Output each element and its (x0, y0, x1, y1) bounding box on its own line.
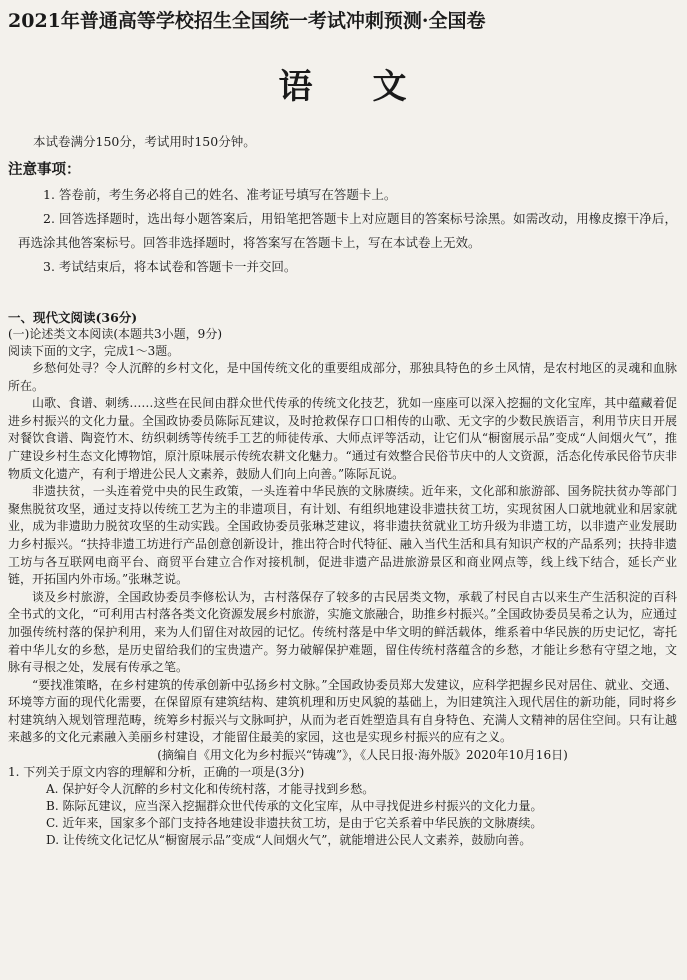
intro-text: 本试卷满分150分，考试用时150分钟。 (33, 134, 256, 149)
question-option-a: A. 保护好令人沉醉的乡村文化和传统村落，才能寻找到乡愁。 (46, 782, 375, 797)
notice-item: 3. 考试结束后，将本试卷和答题卡一并交回。 (43, 259, 297, 274)
section-heading: 一、现代文阅读(36分) (8, 310, 138, 325)
exam-title: 2021年普通高等学校招生全国统一考试冲刺预测·全国卷 (8, 10, 486, 32)
reading-instruction: 阅读下面的文字，完成1～3题。 (8, 344, 180, 358)
subject-title: 语文 (278, 67, 467, 107)
reading-passage (8, 360, 677, 747)
question-option-b: B. 陈际瓦建议，应当深入挖掘群众世代传承的文化宝库，从中寻找促进乡村振兴的文化力量。 (46, 799, 543, 814)
passage-source: (摘编自《用文化为乡村振兴“铸魂”》，《人民日报·海外版》2020年10月16日) (157, 748, 568, 763)
passage-paragraph: 谈及乡村旅游，全国政协委员李修松认为，古村落保存了较多的古民居类文物，承载了村民自古以来生产生活积淀的百科全书式的文化，“可利用古村落各类文化资源发展乡村旅游，实施文旅融合，助推乡村振兴。”全国政协委员吴希之认为，应通过加强传统村落的保护利用，来为人们留住对故园的记忆。传统村落是中华文明的鲜活载体，维系着中华民族的历史记忆，寄托着中华儿女的乡愁，是历史留给我们的宝贵遗产。努力破解保护难题，留住传统村落蕴含的乡愁，才能让乡愁有守望之地，文脉有寻根之处，发展有传承之笔。 (8, 589, 677, 675)
notice-heading: 注意事项： (8, 161, 81, 178)
notice-item: 2. 回答选择题时，选出每小题答案后，用铅笔把答题卡上对应题目的答案标号涂黑。如需改动，用橡皮擦干净后，再选涂其他答案标号。回答非选择题时，将答案写在答题卡上，写在本试卷上无效。 (18, 211, 677, 250)
notice-item: 1. 答卷前，考生务必将自己的姓名、准考证号填写在答题卡上。 (43, 187, 397, 202)
notice-block (8, 158, 677, 279)
passage-paragraph: “要找准策略，在乡村建筑的传承创新中弘扬乡村文脉。”全国政协委员郑大发建议，应科学把握乡民对居住、就业、交通、环境等方面的现代化需要，在保留原有建筑结构、建筑机理和历史风貌的基础上，为旧建筑注入现代居住的新功能，同时将乡村建筑纳入规划管理范畴，统筹乡村振兴与文脉呵护，从而为老百姓塑造具有自身特色、充满人文精神的居住空间。只有让越来越多的文化元素融入美丽乡村建设，才能留住最美的家园，这也是实现乡村振兴的应有之义。 (8, 677, 677, 745)
question-stem: 1. 下列关于原文内容的理解和分析，正确的一项是(3分) (8, 765, 305, 780)
question-option-d: D. 让传统文化记忆从“橱窗展示品”变成“人间烟火气”，就能增进公民人文素养，鼓励向善。 (46, 833, 532, 848)
passage-paragraph: 非遗扶贫，一头连着党中央的民生政策，一头连着中华民族的文脉赓续。近年来，文化部和旅游部、国务院扶贫办等部门聚焦脱贫攻坚，通过支持以传统工艺为主的非遗项目，有计划、有组织地建设非遗扶贫工坊，实现贫困人口就地就业和居家就业，成为非遗助力脱贫攻坚的生动实践。全国政协委员张琳芝建议，将非遗扶贫就业工坊升级为非遗工坊，以非遗产业发展助力乡村振兴。“扶持非遗工坊进行产品创意创新设计，推出符合时代特征、融入当代生活和具有知识产权的产品系列；扶持非遗工坊与各互联网电商平台、商贸平台建立合作对接机制，促进非遗产品进旅游景区和商业网点等，线上线下结合，延长产业链，开拓国内外市场。”张琳芝说。 (8, 484, 677, 587)
question-option-c: C. 近年来，国家多个部门支持各地建设非遗扶贫工坊，是由于它关系着中华民族的文脉赓续。 (46, 816, 543, 831)
passage-paragraph: 山歌、食谱、刺绣……这些在民间由群众世代传承的传统文化技艺，犹如一座座可以深入挖掘的文化宝库，其中蕴藏着促进乡村振兴的文化力量。全国政协委员陈际瓦建议，及时抢救保存口口相传的山歌、无文字的少数民族语言，利用节庆日开展对餐饮食谱、陶瓷竹木、纺织刺绣等传统手工艺的师徒传承、大师点评等活动，让它们从“橱窗展示品”变成“人间烟火气”，推广建设乡村生态文化博物馆，原汁原味展示传统农耕文化魅力。“通过有效整合民俗节庆中的人文资源，活态化传承民俗节庆非物质文化遗产，有利于增进公民人文素养，鼓励人们向上向善。”陈际瓦说。 (8, 396, 677, 481)
section-subheading: (一)论述类文本阅读(本题共3小题，9分) (8, 327, 222, 341)
passage-paragraph: 乡愁何处寻？令人沉醉的乡村文化，是中国传统文化的重要组成部分，那独具特色的乡土风情，是农村地区的灵魂和血脉所在。 (8, 361, 677, 393)
